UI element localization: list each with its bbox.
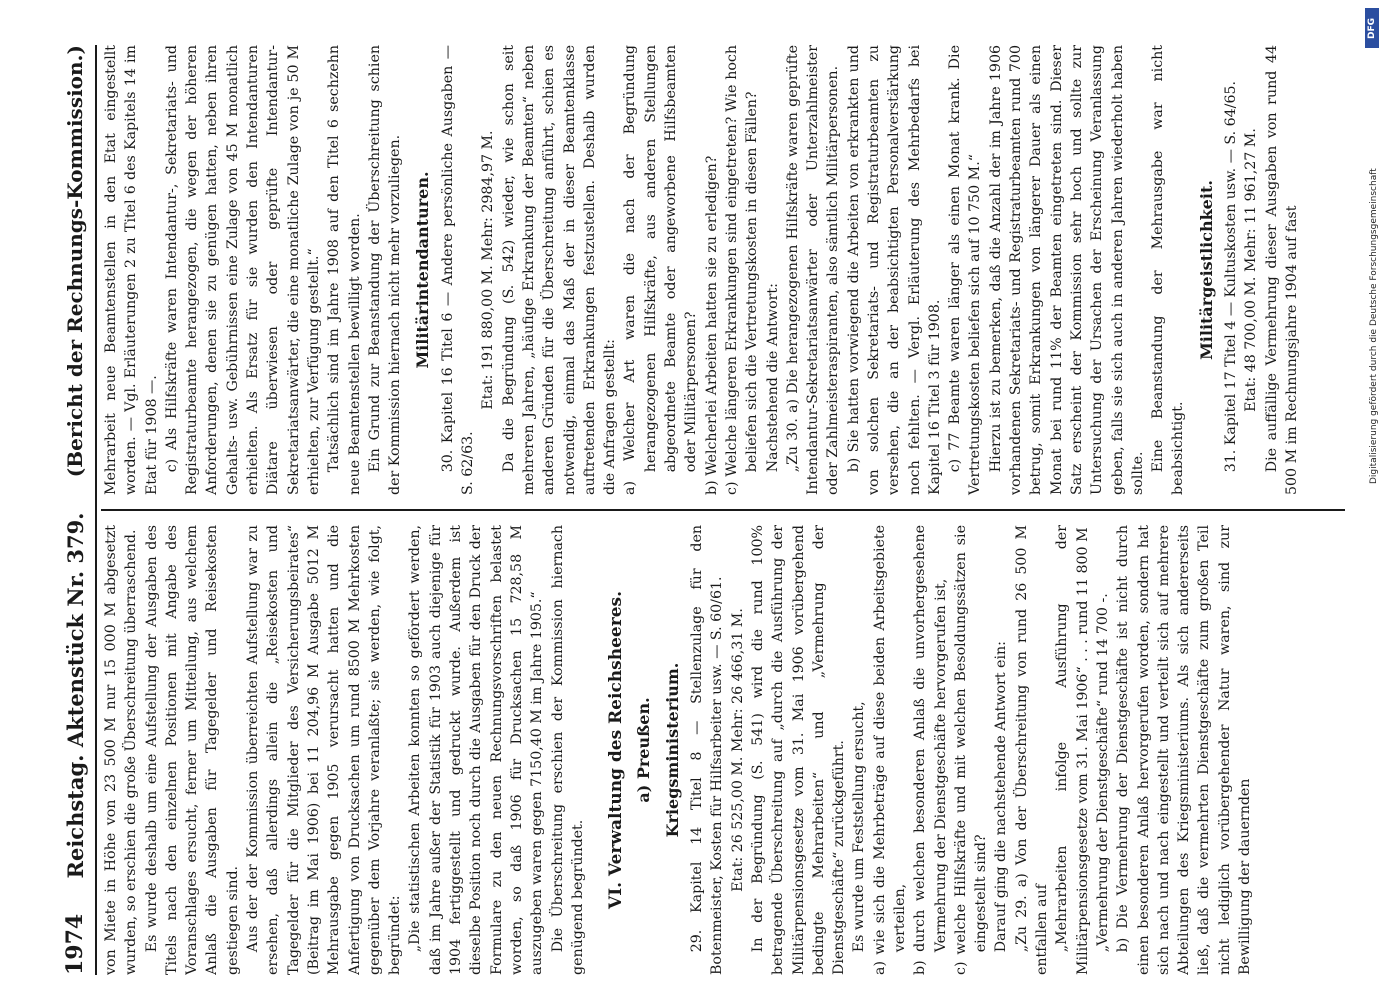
- paragraph: Es wurde um Feststellung ersucht,: [851, 701, 868, 953]
- left-column: [101, 511, 1345, 975]
- paragraph: b) Sie hatten vorwiegend die Arbeiten von erkrankten und von solchen Sekretariats- und Registraturbeamten zu versehen, die an der beabsichtigten Personalverstärkung noch fehlten. — Vergl. Erläuterung des Mehrbedarfs bei Kapitel 16 Titel 3 für 1908.: [845, 45, 943, 495]
- paragraph: „Mehrarbeiten infolge Ausführung der Militärpensionsgesetze vom 31. Mai 1906“ . . . rund 11 800 M: [1054, 525, 1091, 975]
- paragraph: b) Die Vermehrung der Dienstgeschäfte ist nicht durch einen besonderen Anlaß hervorgerufen worden, sondern hat sich nach und nach eingestellt und verteilt sich auf mehrere Abteilungen des Kriegsministeriums. Als sich andererseits ließ, daß die vermehrten Dienstgeschäfte zum großen Teil nicht lediglich vorübergehender Natur waren, sind zur Bewilligung der dauernden: [1115, 525, 1254, 975]
- paragraph: Die Überschreitung erschien der Kommission hiernach genügend begründet.: [549, 525, 586, 975]
- scanned-page: [55, 45, 1345, 975]
- right-column: [101, 45, 1345, 509]
- paragraph: Tatsächlich sind im Jahre 1908 auf den Titel 6 sechzehn neue Beamtenstellen bewilligt worden.: [326, 45, 363, 495]
- paragraph: In der Begründung (S. 541) wird die rund 100% betragende Überschreitung auf „durch die Ausführung der Militärpensionsgesetze vom 31. Mai 1906 vorübergehend bedingte Mehrarbeiten“ und „Vermehrung der Dienstgeschäfte“ zurückgeführt.: [749, 525, 848, 975]
- paragraph: 30. Kapitel 16 Titel 6 — Andere persönliche Ausgaben — S. 62/63.: [439, 45, 477, 495]
- paragraph: Da die Begründung (S. 542) wieder, wie schon seit mehreren Jahren, „häufige Erkrankung der Beamten“ neben anderen Gründen für die Überschreitung anführt, schien es notwendig, einmal das Maß der in dieser Beamtenklasse auftretenden Erkrankungen festzustellen. Deshalb wurden die Anfragen gestellt:: [500, 45, 619, 495]
- paragraph: Es wurde deshalb um eine Aufstellung der Ausgaben des Titels nach den einzelnen Positionen mit Angabe des Voranschlages ersucht, ferner um Mitteilung, aus welchem Anlaß die Ausgaben für Tagegelder und Reisekosten gestiegen sind.: [143, 525, 241, 975]
- page-header: [55, 45, 97, 975]
- paragraph: „Zu 30. a) Die herangezogenen Hilfskräfte waren geprüfte Intendantur-Sekretariatsanwärter oder Unterzahlmeister oder Zahlmeisteraspiranten, also sämtlich Militärpersonen.: [784, 45, 842, 495]
- subsection-heading: Militärgeistlichkeit.: [1196, 180, 1216, 360]
- list-item: a) wie sich die Mehrbeträge auf diese beiden Arbeitsgebiete verteilen,: [871, 525, 908, 975]
- paragraph: Aus der der Kommission überreichten Aufstellung war zu ersehen, daß allerdings allein die „Reisekosten und Tagegelder für die Mitglieder des Versicherungsbeirates“ (Beitrag im Mai 1906) bei 11 204,96 M Ausgabe 5012 M Mehrausgabe gegen 1905 verursacht hatten und die Anfertigung von Drucksachen um rund 8500 M Mehrkosten gegenüber dem Vorjahre veranlaßte; sie werden, wie folgt, begründet:: [245, 525, 404, 975]
- etat-line: Etat: 191 880,00 M. Mehr: 2984,97 M.: [480, 130, 497, 410]
- paragraph: c) 77 Beamte waren länger als einen Monat krank. Die Vertretungskosten beliefen sich auf 10 750 M.“: [947, 45, 984, 495]
- paragraph: „Die statistischen Arbeiten konnten so gefördert werden, daß im Jahre außer der Statistik für 1903 auch diejenige für 1904 fertiggestellt und gedruckt wurde. Außerdem ist dieselbe Position noch durch die Ausgaben für den Druck der Formulare zu den neuen Rechnungsvorschriften belastet worden, so daß 1906 für Drucksachen 15 728,58 M auszugeben waren gegen 7150,40 M im Jahre 1905.“: [407, 525, 546, 975]
- list-item: c) welche Hilfskräfte und mit welchen Besoldungssätzen sie eingestellt sind?: [952, 525, 990, 975]
- subsection-heading: Kriegsministerium.: [662, 662, 682, 838]
- paragraph: Eine Beanstandung der Mehrausgabe war nicht beabsichtigt.: [1150, 45, 1187, 495]
- paragraph: 29. Kapitel 14 Titel 8 — Stellenzulage für den Botenmeister, Kosten für Hilfsarbeiter usw. — S. 60/61.: [689, 525, 726, 975]
- page-subtitle: (Bericht der Rechnungs-Kommission.): [63, 45, 87, 478]
- etat-line: Etat: 48 700,00 M. Mehr: 11 961,27 M.: [1243, 128, 1260, 412]
- column-divider: [101, 509, 1345, 511]
- page-number: 1974: [62, 913, 88, 975]
- list-item: c) Welche längeren Erkrankungen sind eingetreten? Wie hoch beliefen sich die Vertretungskosten in diesen Fällen?: [723, 45, 761, 495]
- paragraph: 31. Kapitel 17 Titel 4 — Kultuskosten usw. — S. 64/65.: [1223, 80, 1240, 473]
- paragraph: Ein Grund zur Beanstandung der Überschreitung schien der Kommission hiernach nicht mehr vorzuliegen.: [366, 45, 404, 495]
- list-item: b) durch welchen besonderen Anlaß die unvorhergesehene Vermehrung der Dienstgeschäfte hervorgerufen ist,: [912, 525, 949, 975]
- paragraph: Die auffällige Vermehrung dieser Ausgaben von rund 44 500 M im Rechnungsjahre 1904 auf fast: [1263, 45, 1300, 495]
- digitization-credit: Digitalisierung gefördert durch die Deutsche Forschungsgemeinschaft: [1369, 168, 1379, 484]
- section-heading: VI. Verwaltung des Reichsheeres.: [606, 591, 627, 909]
- dfg-logo: DFG: [1365, 8, 1379, 48]
- list-item: b) Welcherlei Arbeiten hatten sie zu erledigen?: [703, 155, 720, 495]
- paragraph: von Miete in Höhe von 23 500 M nur 15 000 M abgesetzt wurden, so erschien die große Überschreitung überraschend.: [103, 525, 140, 975]
- paragraph: „Vermehrung der Dienstgeschäfte“ rund 14 700 -.: [1094, 593, 1111, 953]
- text-columns: [101, 45, 1345, 975]
- paragraph: Nachstehend die Antwort:: [764, 283, 781, 473]
- paragraph: c) Als Hilfskräfte waren Intendantur-, Sekretariats- und Registraturbeamte herangezogen, die wegen der höheren Anforderungen, denen sie zu genügen hatten, neben ihren Gehalts- usw. Gebührnissen eine Zulage von 45 M monatlich erhielten. Als Ersatz für sie wurden den Intendanturen Diätare überwiesen oder geprüfte Intendantur-Sekretariatsanwärter, die eine monatliche Zulage von je 50 M erhielten, zur Verfügung gestellt.“: [163, 45, 322, 495]
- list-item: a) Welcher Art waren die nach der Begründung herangezogenen Hilfskräfte, aus anderen Stellungen abgeordnete Beamte oder angeworbene Hilfsbeamten oder Militärpersonen?: [622, 45, 700, 495]
- subsection-heading: a) Preußen.: [634, 697, 654, 803]
- paragraph: Hierzu ist zu bemerken, daß die Anzahl der im Jahre 1906 vorhandenen Sekretariats- und Registraturbeamten rund 700 betrug, somit Erkrankungen von längerer Dauer als einen Monat bei rund 11% der Beamten eingetreten sind. Dieser Satz erscheint der Kommission sehr hoch und sollte zur Untersuchung der Ursachen der Erscheinung Veranlassung geben, falls sie sich auch in anderen Jahren wiederholt haben sollte.: [987, 45, 1146, 495]
- etat-line: Etat: 26 525,00 M. Mehr: 26 466,31 M.: [729, 608, 746, 892]
- page-title: Reichstag. Aktenstück Nr. 379.: [62, 512, 88, 879]
- subsection-heading: Militärintendanturen.: [413, 171, 433, 369]
- paragraph: „Zu 29. a) Von der Überschreitung von rund 26 500 M entfallen auf: [1013, 525, 1051, 975]
- paragraph: Mehrarbeit neue Beamtenstellen in den Etat eingestellt worden. — Vgl. Erläuterungen 2 zu Titel 6 des Kapitels 14 im Etat für 1908 —.: [103, 45, 160, 495]
- paragraph: Darauf ging die nachstehende Antwort ein:: [993, 641, 1010, 953]
